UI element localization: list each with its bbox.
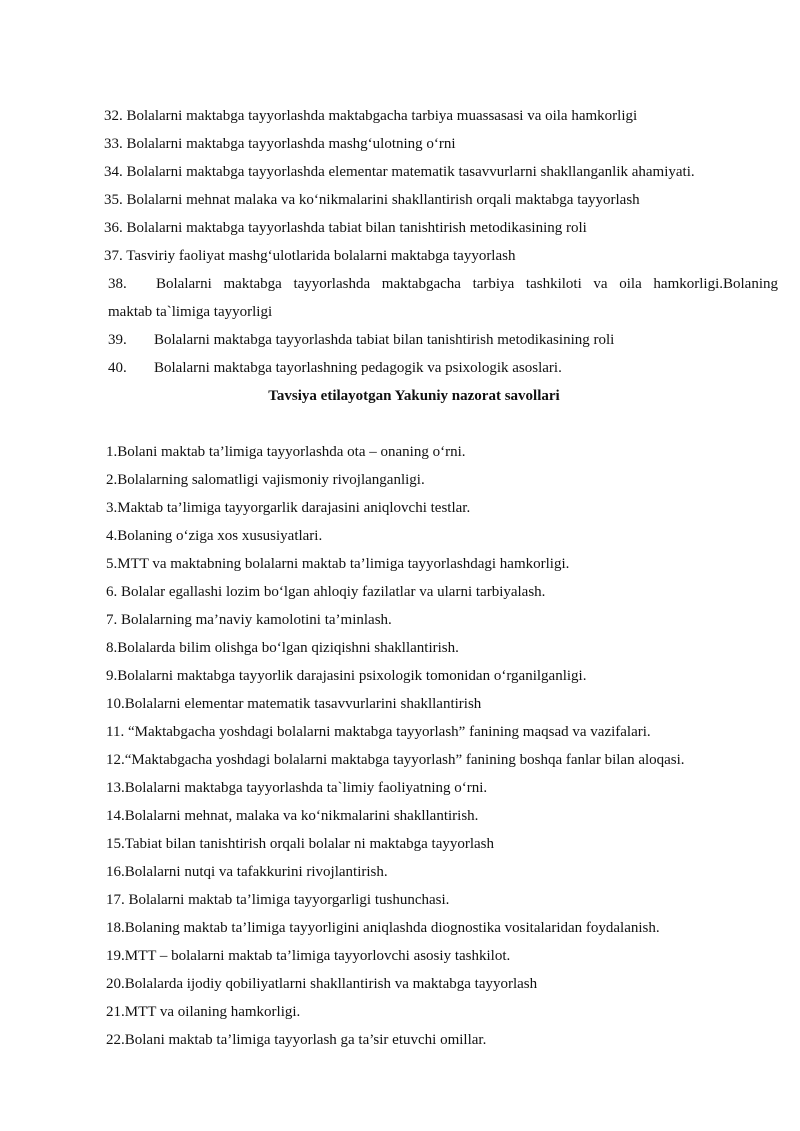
list-item-39-number: 39. [108,332,127,348]
question-22: 22.Bolani maktab ta’limiga tayyorlash ga ta’sir etuvchi omillar. [106,1032,487,1048]
question-4: 4.Bolaning o‘ziga xos xususiyatlari. [106,528,323,544]
list-item-35: 35. Bolalarni mehnat malaka va ko‘nikmalarini shakllantirish orqali maktabga tayyorlash [104,192,640,208]
list-item-40-text: Bolalarni maktabga tayorlashning pedagogik va psixologik asoslari. [154,360,562,376]
question-6: 6. Bolalar egallashi lozim bo‘lgan ahloqiy fazilatlar va ularni tarbiyalash. [106,584,546,600]
question-5: 5.MTT va maktabning bolalarni maktab ta’limiga tayyorlashdagi hamkorligi. [106,556,570,572]
question-17: 17. Bolalarni maktab ta’limiga tayyorgarligi tushunchasi. [106,892,450,908]
question-15: 15.Tabiat bilan tanishtirish orqali bolalar ni maktabga tayyorlash [106,836,495,852]
question-20: 20.Bolalarda ijodiy qobiliyatlarni shakllantirish va maktabga tayyorlash [106,976,538,992]
list-item-32: 32. Bolalarni maktabga tayyorlashda maktabgacha tarbiya muassasasi va oila hamkorligi [104,108,638,124]
list-item-39 [108,331,614,349]
question-13: 13.Bolalarni maktabga tayyorlashda ta`limiy faoliyatning o‘rni. [106,780,488,796]
question-2: 2.Bolalarning salomatligi vajismoniy rivojlanganligi. [106,472,425,488]
question-16: 16.Bolalarni nutqi va tafakkurini rivojlantirish. [106,864,388,880]
list-item-37: 37. Tasviriy faoliyat mashg‘ulotlarida bolalarni maktabga tayyorlash [104,248,516,264]
question-14: 14.Bolalarni mehnat, malaka va ko‘nikmalarini shakllantirish. [106,808,479,824]
question-3: 3.Maktab ta’limiga tayyorgarlik darajasini aniqlovchi testlar. [106,500,471,516]
list-item-40-number: 40. [108,360,127,376]
list-item-38-number: 38. [108,276,127,292]
question-19: 19.MTT – bolalarni maktab ta’limiga tayyorlovchi asosiy tashkilot. [106,948,511,964]
question-12: 12.“Maktabgacha yoshdagi bolalarni maktabga tayyorlash” fanining boshqa fanlar bilan aloqasi. [106,752,685,768]
list-item-38-line2: maktab ta`limiga tayyorligi [108,304,273,320]
question-21: 21.MTT va oilaning hamkorligi. [106,1004,301,1020]
list-item-38-line1: Bolalarni maktabga tayyorlashda maktabgacha tarbiya tashkiloti va oila hamkorligi.Bolaning [156,276,778,292]
question-10: 10.Bolalarni elementar matematik tasavvurlarini shakllantirish [106,696,482,712]
question-11: 11. “Maktabgacha yoshdagi bolalarni maktabga tayyorlash” fanining maqsad va vazifalari. [106,724,651,740]
question-1: 1.Bolani maktab ta’limiga tayyorlashda ota – onaning o‘rni. [106,444,466,460]
question-18: 18.Bolaning maktab ta’limiga tayyorligini aniqlashda diognostika vositalaridan foydalanish. [106,920,660,936]
question-8: 8.Bolalarda bilim olishga bo‘lgan qiziqishni shakllantirish. [106,640,459,656]
question-9: 9.Bolalarni maktabga tayyorlik darajasini psixologik tomonidan o‘rganilganligi. [106,668,587,684]
section-heading: Tavsiya etilayotgan Yakuniy nazorat savollari [268,388,560,404]
list-item-34: 34. Bolalarni maktabga tayyorlashda elementar matematik tasavvurlarni shakllanganlik ahamiyati. [104,164,695,180]
list-item-36: 36. Bolalarni maktabga tayyorlashda tabiat bilan tanishtirish metodikasining roli [104,220,587,236]
question-7: 7. Bolalarning ma’naviy kamolotini ta’minlash. [106,612,392,628]
list-item-40 [108,359,562,377]
list-item-39-text: Bolalarni maktabga tayyorlashda tabiat bilan tanishtirish metodikasining roli [154,332,615,348]
list-item-33: 33. Bolalarni maktabga tayyorlashda mashg‘ulotning o‘rni [104,136,456,152]
